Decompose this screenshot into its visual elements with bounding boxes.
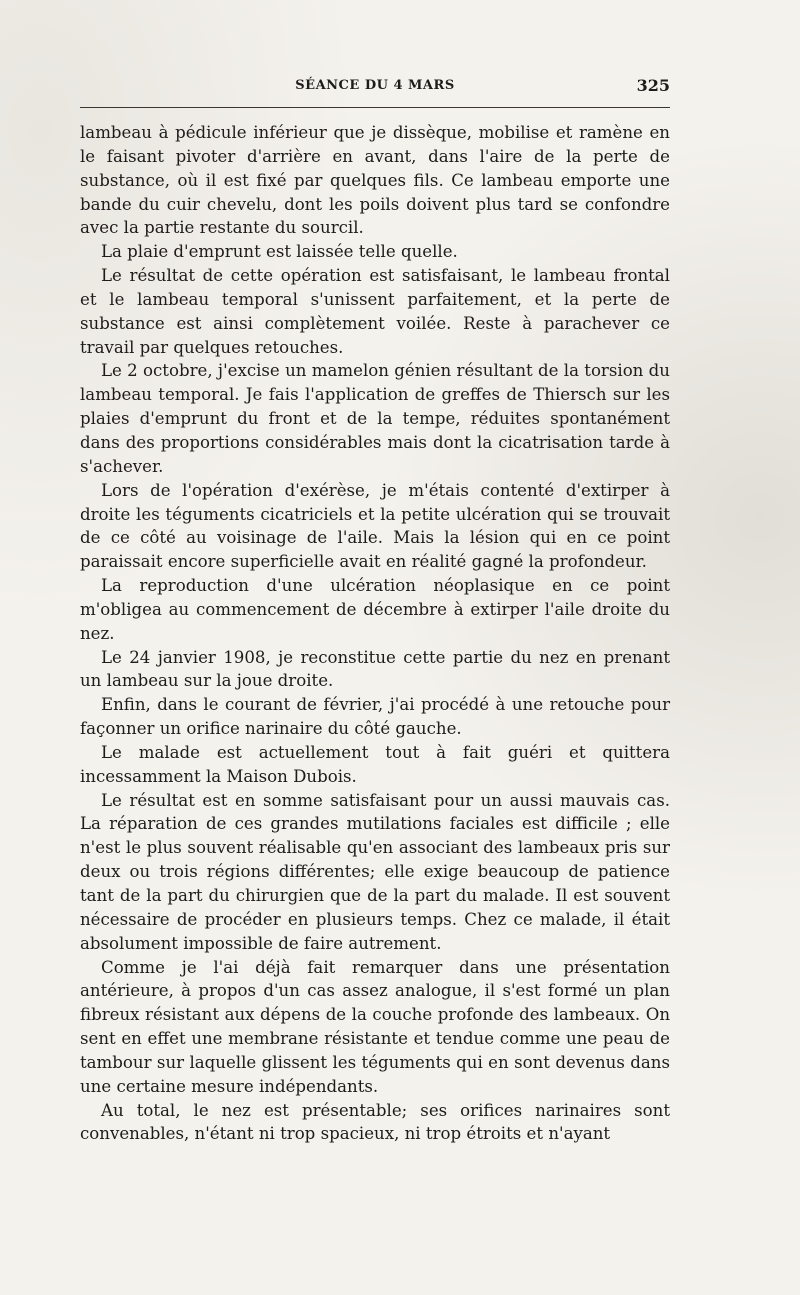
paragraph: Le 24 janvier 1908, je reconstitue cette partie du nez en prenant un lambeau sur la joue droite.: [80, 647, 670, 691]
paragraph: La plaie d'emprunt est laissée telle quelle.: [101, 242, 458, 262]
paragraph: Comme je l'ai déjà fait remarquer dans une présentation antérieure, à propos d'un cas assez analogue, il s'est formé un plan fibreux résistant aux dépens de la couche profonde des lambeaux. On sent en effet une membrane résistante et tendue comme une peau de tambour sur laquelle glissent les téguments qui en sont devenus dans une certaine mesure indépendants.: [80, 957, 670, 1096]
paragraph: Le 2 octobre, j'excise un mamelon génien résultant de la torsion du lambeau temporal. Je fais l'application de greffes de Thiersch sur les plaies d'emprunt du front et de la tempe, réduites spontanément dans des proportions considérables mais dont la cicatrisation tarde à s'achever.: [80, 361, 670, 476]
running-head: [80, 76, 670, 98]
page-number: 325: [636, 76, 670, 95]
paragraph: Lors de l'opération d'exérèse, je m'étais contenté d'extirper à droite les téguments cicatriciels et la petite ulcération qui se trouvait de ce côté au voisinage de l'aile. Mais la lésion qui en ce point paraissait encore superficielle avait en réalité gagné la profondeur.: [80, 480, 670, 572]
paragraph: Le résultat de cette opération est satisfaisant, le lambeau frontal et le lambeau temporal s'unissent parfaitement, et la perte de substance est ainsi complètement voilée. Reste à parachever ce travail par quelques retouches.: [80, 266, 670, 357]
body-text: [80, 121, 670, 1146]
running-title: SÉANCE DU 4 MARS: [295, 78, 455, 93]
paragraph: La reproduction d'une ulcération néoplasique en ce point m'obligea au commencement de décembre à extirper l'aile droite du nez.: [80, 576, 670, 643]
paragraph: Le résultat est en somme satisfaisant pour un aussi mauvais cas. La réparation de ces grandes mutilations faciales est difficile ; elle n'est le plus souvent réalisable qu'en associant des lambeaux pris sur deux ou trois régions différentes; elle exige beaucoup de patience tant de la part du chirurgien que de la part du malade. Il est souvent nécessaire de procéder en plusieurs temps. Chez ce malade, il était absolument impossible de faire autrement.: [80, 790, 670, 953]
paragraph: Le malade est actuellement tout à fait guéri et quittera incessamment la Maison Dubois.: [80, 742, 670, 786]
paragraph: Enfin, dans le courant de février, j'ai procédé à une retouche pour façonner un orifice narinaire du côté gauche.: [80, 695, 670, 739]
paragraph: lambeau à pédicule inférieur que je dissèque, mobilise et ramène en le faisant pivoter d'arrière en avant, dans l'aire de la perte de substance, où il est fixé par quelques fils. Ce lambeau emporte une bande du cuir chevelu, dont les poils doivent plus tard se confondre avec la partie restante du sourcil.: [80, 123, 670, 238]
paragraph: Au total, le nez est présentable; ses orifices narinaires sont convenables, n'étant ni trop spacieux, ni trop étroits et n'ayant: [80, 1100, 670, 1144]
header-rule: [80, 107, 670, 108]
